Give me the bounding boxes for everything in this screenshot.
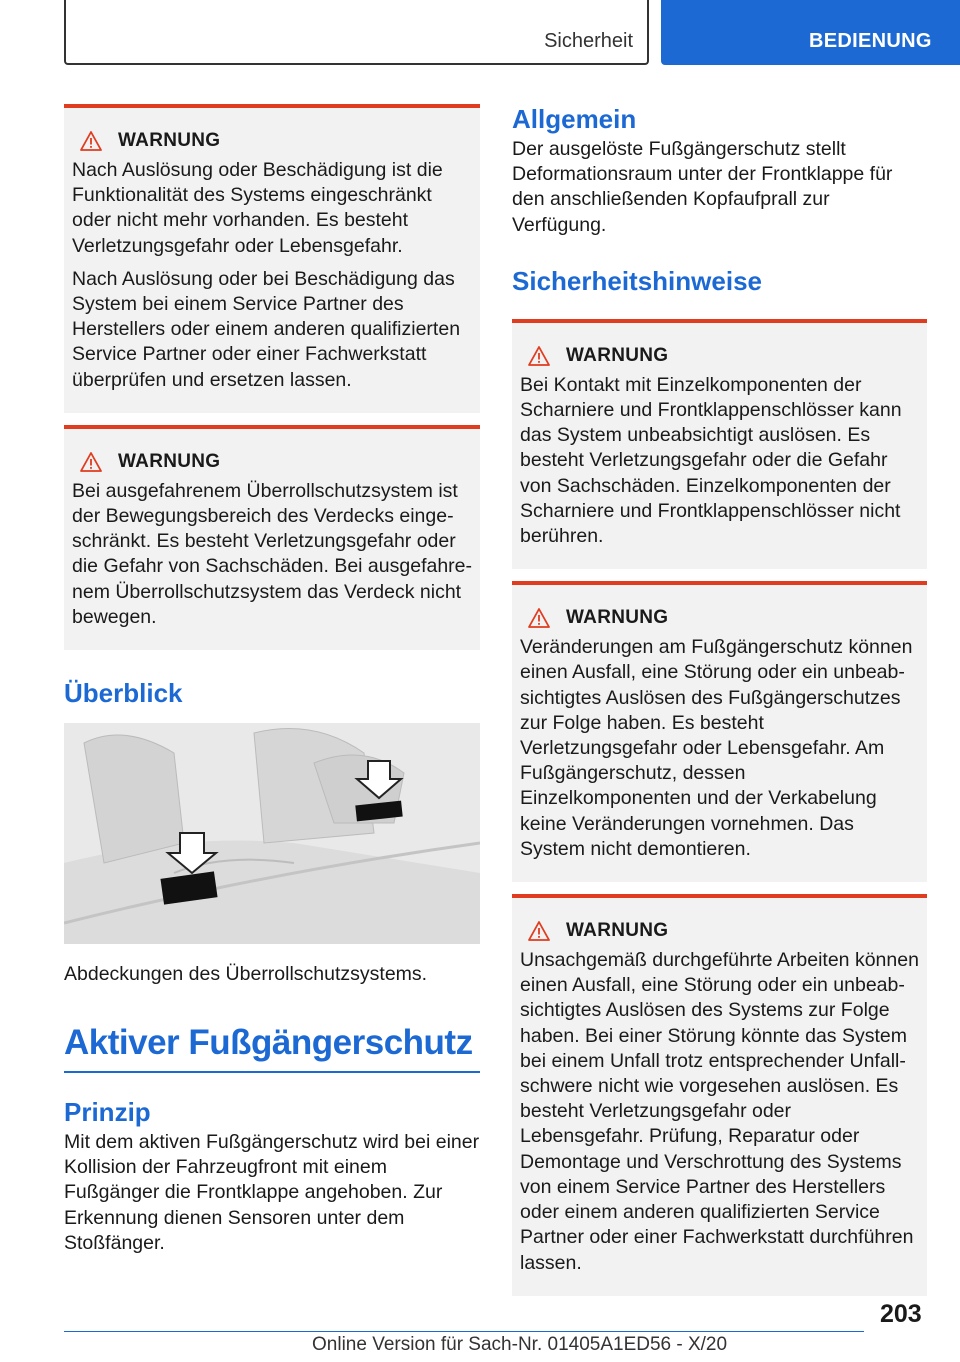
- header-chapter-tab: [661, 0, 960, 65]
- warning-triangle-icon: [528, 346, 550, 366]
- principle-heading: Prinzip: [64, 1097, 151, 1128]
- warning-header: [520, 345, 919, 367]
- rollover-protection-figure: [64, 723, 480, 944]
- footer-divider: [64, 1331, 864, 1332]
- warning-text: Bei ausgefahrenem Überrollschutzsystem ist der Bewegungsbereich des Verdecks eingeschränkt. Es besteht Verletzungsgefahr oder die Gefahr von Sachschäden. Bei ausgefahrenem Überrollschutzsystem das Verdeck nicht bewegen.: [72, 479, 473, 628]
- warning-header: [520, 607, 919, 629]
- general-text: Der ausgelöste Fußgängerschutz stellt Deformationsraum unter der Frontklappe für den anschließenden Kopfaufprall zur Verfügung.: [512, 138, 893, 236]
- warning-header: [72, 130, 472, 152]
- warning-box: [512, 581, 927, 882]
- warning-triangle-icon: [528, 921, 550, 941]
- right-column: [512, 104, 927, 1296]
- warning-triangle-icon: [80, 452, 102, 472]
- warning-header: [72, 451, 472, 473]
- warning-text: Bei Kontakt mit Einzelkomponenten der Scharniere und Frontklappenschlösser kann das System unbeabsichtigt auslösen. Es besteht Verletzungsgefahr oder die Gefahr von Sachschäden. Einzelkomponenten der Scharniere und Frontklappenschlösser nicht berühren.: [520, 373, 902, 548]
- warning-triangle-icon: [80, 131, 102, 151]
- safety-heading: Sicherheitshinweise: [512, 265, 762, 296]
- header-section-tab: [64, 0, 649, 65]
- warning-box: [64, 104, 480, 413]
- warning-header: [520, 920, 919, 942]
- warning-box: [512, 894, 927, 1296]
- warning-text: Unsachgemäß durchgeführte Arbeiten können einen Ausfall, eine Störung oder ein unbeabsichtigtes Auslösen des Systems zur Folge haben. Bei einer Störung könnte das System bei einem Unfall trotz entsprechender Unfallschwere nicht wie vorgesehen auslösen. Es besteht Verletzungsgefahr oder Lebensgefahr. Prüfung, Reparatur oder Demontage und Verschrottung des Systems von einem Service Partner des Herstellers oder einem anderen qualifizierten Service Partner oder einer Fachwerkstatt durchführen lassen.: [520, 949, 919, 1274]
- warning-title: WARNUNG: [566, 920, 669, 942]
- overview-heading: Überblick: [64, 678, 183, 709]
- header-chapter-title: BEDIENUNG: [809, 30, 932, 52]
- warning-text: Nach Auslösung oder Beschädigung ist die Funktionalität des Systems eingeschränkt oder nicht mehr vorhanden. Es besteht Verletzungsgefahr oder Lebensgefahr.: [72, 159, 443, 257]
- warning-text: Nach Auslösung oder bei Beschädigung das System bei einem Service Partner des Herstellers oder einem anderen qualifizierten Service Partner oder einer Fachwerkstatt überprüfen und ersetzen lassen.: [72, 267, 461, 391]
- principle-text: Mit dem aktiven Fußgängerschutz wird bei einer Kollision der Fahrzeugfront mit einem Fußgänger die Frontklappe angehoben. Zur Erkennung dienen Sensoren unter dem Stoßfänger.: [64, 1131, 480, 1254]
- warning-title: WARNUNG: [118, 450, 221, 472]
- car-interior-illustration: [64, 723, 480, 944]
- general-heading: Allgemein: [512, 104, 637, 134]
- warning-box: [64, 425, 480, 650]
- warning-title: WARNUNG: [566, 607, 669, 629]
- warning-text: Veränderungen am Fußgängerschutz können einen Ausfall, eine Störung oder ein unbeabsichtigtes Auslösen des Fußgängerschutzes zur Folge haben. Es besteht Verletzungsgefahr oder Lebensgefahr. Am Fußgängerschutz, dessen Einzelkomponenten und der Verkabelung keine Veränderungen vornehmen. Das System nicht demontieren.: [520, 636, 913, 860]
- warning-title: WARNUNG: [566, 344, 669, 366]
- warning-box: [512, 319, 927, 569]
- footer-version-text: Online Version für Sach-Nr. 01405A1ED56 - X/20: [312, 1334, 728, 1355]
- main-heading: Aktiver Fußgängerschutz: [64, 1023, 480, 1073]
- figure-caption: Abdeckungen des Überrollschutzsystems.: [64, 963, 428, 986]
- page-number: 203: [880, 1300, 922, 1328]
- warning-title: WARNUNG: [118, 130, 221, 151]
- warning-triangle-icon: [528, 608, 550, 628]
- left-column: [64, 104, 480, 1256]
- header-section-title: Sicherheit: [544, 30, 633, 52]
